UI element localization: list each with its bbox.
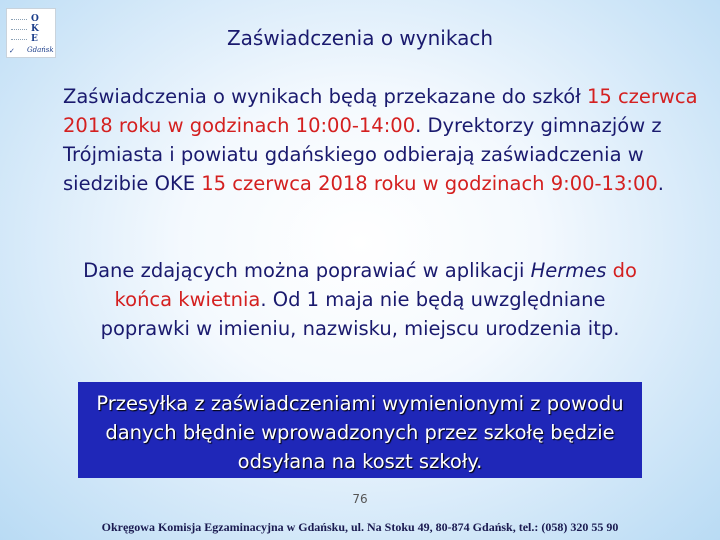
logo-letter-k: K	[31, 24, 39, 34]
results-certificates-paragraph	[63, 82, 703, 198]
para1-text: Zaświadczenia o wynikach będą przekazane do szkół	[63, 85, 587, 108]
logo-letter-e: E	[31, 34, 38, 44]
para1-date-schools: 15 czerwca 2018 roku w godzinach 10:00-14:00	[63, 85, 698, 137]
page-number: 76	[352, 492, 368, 506]
logo-dots	[11, 19, 27, 20]
logo-letter-o: O	[31, 14, 39, 24]
logo-mark-icon: ✓	[9, 47, 15, 55]
hermes-app-name: Hermes	[530, 259, 607, 282]
data-correction-paragraph	[80, 256, 640, 343]
notice-box	[78, 382, 642, 478]
notice-text: Przesyłka z zaświadczeniami wymienionymi z powodu danych błędnie wprowadzonych przez szkołę będzie odsyłana na koszt szkoły.	[96, 392, 624, 473]
para1-text: .	[657, 172, 664, 195]
footer-address: Okręgowa Komisja Egzaminacyjna w Gdańsku, ul. Na Stoku 49, 80-874 Gdańsk, tel.: (058) 320 55 90	[101, 520, 619, 534]
para2-deadline: do końca kwietnia	[114, 259, 637, 311]
slide-title: Zaświadczenia o wynikach	[226, 26, 494, 50]
para1-text: . Dyrektorzy gimnazjów z Trójmiasta i powiatu gdańskiego odbierają zaświadczenia w siedzibie OKE	[63, 114, 662, 195]
para2-text: Dane zdających można poprawiać w aplikacji	[83, 259, 531, 282]
logo-city: Gdańsk	[27, 46, 54, 54]
para2-text: . Od 1 maja nie będą uwzględniane poprawki w imieniu, nazwisku, miejscu urodzenia itp.	[100, 288, 620, 340]
para1-date-oke: 15 czerwca 2018 roku w godzinach 9:00-13:00	[201, 172, 658, 195]
